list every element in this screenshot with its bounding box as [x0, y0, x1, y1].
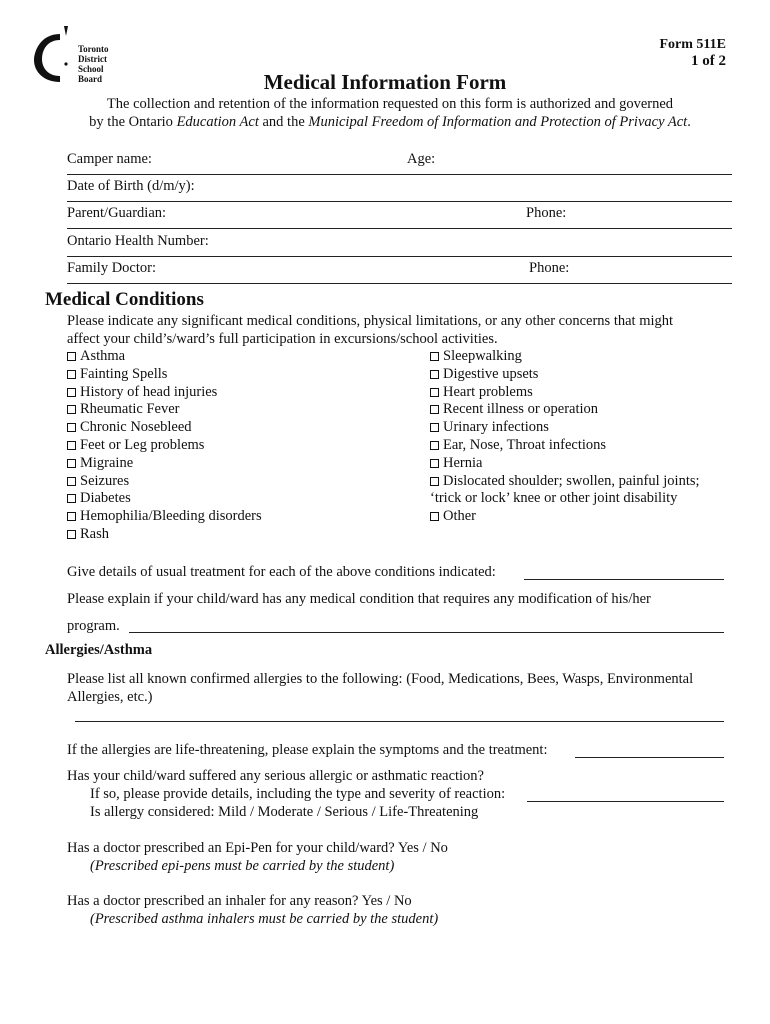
life-threatening-field[interactable] [575, 756, 724, 758]
intro-text: The collection and retention of the information requested on this form is authorized and governed by the Ontario Education Act and the Municipal Freedom of Information and Protection of Privacy Act. [89, 96, 691, 130]
life-threatening-label: If the allergies are life-threatening, please explain the symptoms and the treatment: [67, 742, 548, 758]
checkbox-item[interactable]: Rheumatic Fever [67, 401, 262, 419]
modification-field[interactable] [129, 631, 724, 633]
parent-row[interactable] [67, 201, 732, 229]
checkbox-item[interactable]: Dislocated shoulder; swollen, painful joints; [430, 473, 700, 491]
checkbox-item[interactable]: Sleepwalking [430, 348, 700, 366]
checkbox-item[interactable]: Migraine [67, 455, 262, 473]
checkbox-icon[interactable] [430, 423, 439, 432]
logo-wordmark: Toronto District School Board [78, 44, 109, 84]
form-number: Form 511E [659, 37, 726, 52]
camper-info-row[interactable] [67, 147, 732, 175]
checkbox-icon[interactable] [67, 405, 76, 414]
allergies-list-label: Please list all known confirmed allergies to the following: (Food, Medications, Bees, Wasps, Environmental Allergies, etc.) [67, 671, 694, 705]
checkbox-item[interactable]: Urinary infections [430, 419, 700, 437]
inhaler-note: (Prescribed asthma inhalers must be carried by the student) [90, 911, 439, 927]
medical-conditions-heading: Medical Conditions [45, 289, 204, 310]
checkbox-icon[interactable] [67, 494, 76, 503]
modification-label: Please explain if your child/ward has any medical condition that requires any modification of his/her [67, 591, 651, 607]
camper-name-label: Camper name: [67, 151, 152, 167]
checkbox-item[interactable]: Hemophilia/Bleeding disorders [67, 508, 262, 526]
checkbox-icon[interactable] [430, 370, 439, 379]
modification-label-cont: program. [67, 618, 120, 634]
conditions-left-list [67, 348, 262, 544]
checkbox-item[interactable]: Asthma [67, 348, 262, 366]
checkbox-item[interactable]: Rash [67, 526, 262, 544]
checkbox-icon[interactable] [67, 370, 76, 379]
checkbox-icon[interactable] [67, 352, 76, 361]
checkbox-icon[interactable] [67, 423, 76, 432]
conditions-instruction: Please indicate any significant medical conditions, physical limitations, or any other concerns that might affect your child’s/ward’s full participation in excursions/school activities. [67, 313, 674, 347]
page-title: Medical Information Form [263, 70, 507, 94]
checkbox-icon[interactable] [67, 477, 76, 486]
checkbox-item[interactable]: Seizures [67, 473, 262, 491]
epipen-question: Has a doctor prescribed an Epi-Pen for your child/ward? Yes / No [67, 840, 448, 856]
health-number-label: Ontario Health Number: [67, 233, 209, 249]
checkbox-item[interactable]: Ear, Nose, Throat infections [430, 437, 700, 455]
checkbox-item[interactable]: History of head injuries [67, 384, 262, 402]
checkbox-item[interactable]: Other [430, 508, 700, 526]
epipen-note: (Prescribed epi-pens must be carried by the student) [90, 858, 395, 874]
checkbox-item-continuation: ‘trick or lock’ knee or other joint disability [430, 490, 678, 507]
page-number: 1 of 2 [691, 53, 726, 69]
conditions-right-list [430, 348, 700, 526]
checkbox-icon[interactable] [67, 530, 76, 539]
checkbox-icon[interactable] [67, 459, 76, 468]
checkbox-item[interactable]: Chronic Nosebleed [67, 419, 262, 437]
checkbox-item[interactable]: Diabetes [67, 490, 262, 508]
checkbox-icon[interactable] [430, 477, 439, 486]
doctor-row[interactable] [67, 256, 732, 284]
health-number-row[interactable] [67, 229, 732, 257]
checkbox-item[interactable]: Feet or Leg problems [67, 437, 262, 455]
checkbox-icon[interactable] [67, 441, 76, 450]
age-label: Age: [407, 151, 436, 167]
checkbox-item[interactable]: Digestive upsets [430, 366, 700, 384]
allergies-heading: Allergies/Asthma [45, 642, 153, 658]
checkbox-item[interactable]: Fainting Spells [67, 366, 262, 384]
checkbox-item[interactable]: Hernia [430, 455, 700, 473]
checkbox-item[interactable]: Heart problems [430, 384, 700, 402]
severity-label: Is allergy considered: Mild / Moderate / Serious / Life-Threatening [90, 804, 479, 820]
checkbox-icon[interactable] [430, 459, 439, 468]
checkbox-icon[interactable] [67, 388, 76, 397]
reaction-details-field[interactable] [527, 800, 724, 802]
dob-label: Date of Birth (d/m/y): [67, 178, 195, 194]
reaction-question: Has your child/ward suffered any serious allergic or asthmatic reaction? [67, 768, 484, 784]
treatment-field[interactable] [524, 578, 724, 580]
checkbox-item[interactable]: Recent illness or operation [430, 401, 700, 419]
checkbox-icon[interactable] [430, 405, 439, 414]
checkbox-icon[interactable] [430, 388, 439, 397]
doctor-phone-label: Phone: [529, 260, 570, 276]
parent-label: Parent/Guardian: [67, 205, 167, 221]
treatment-label: Give details of usual treatment for each of the above conditions indicated: [67, 564, 496, 580]
dob-row[interactable] [67, 174, 732, 202]
phone-label: Phone: [526, 205, 567, 221]
doctor-label: Family Doctor: [67, 260, 157, 276]
checkbox-icon[interactable] [430, 441, 439, 450]
reaction-details-label: If so, please provide details, including the type and severity of reaction: [90, 786, 506, 802]
checkbox-icon[interactable] [430, 512, 439, 521]
inhaler-question: Has a doctor prescribed an inhaler for any reason? Yes / No [67, 893, 412, 909]
allergies-field[interactable] [75, 720, 724, 722]
checkbox-icon[interactable] [430, 352, 439, 361]
checkbox-icon[interactable] [67, 512, 76, 521]
